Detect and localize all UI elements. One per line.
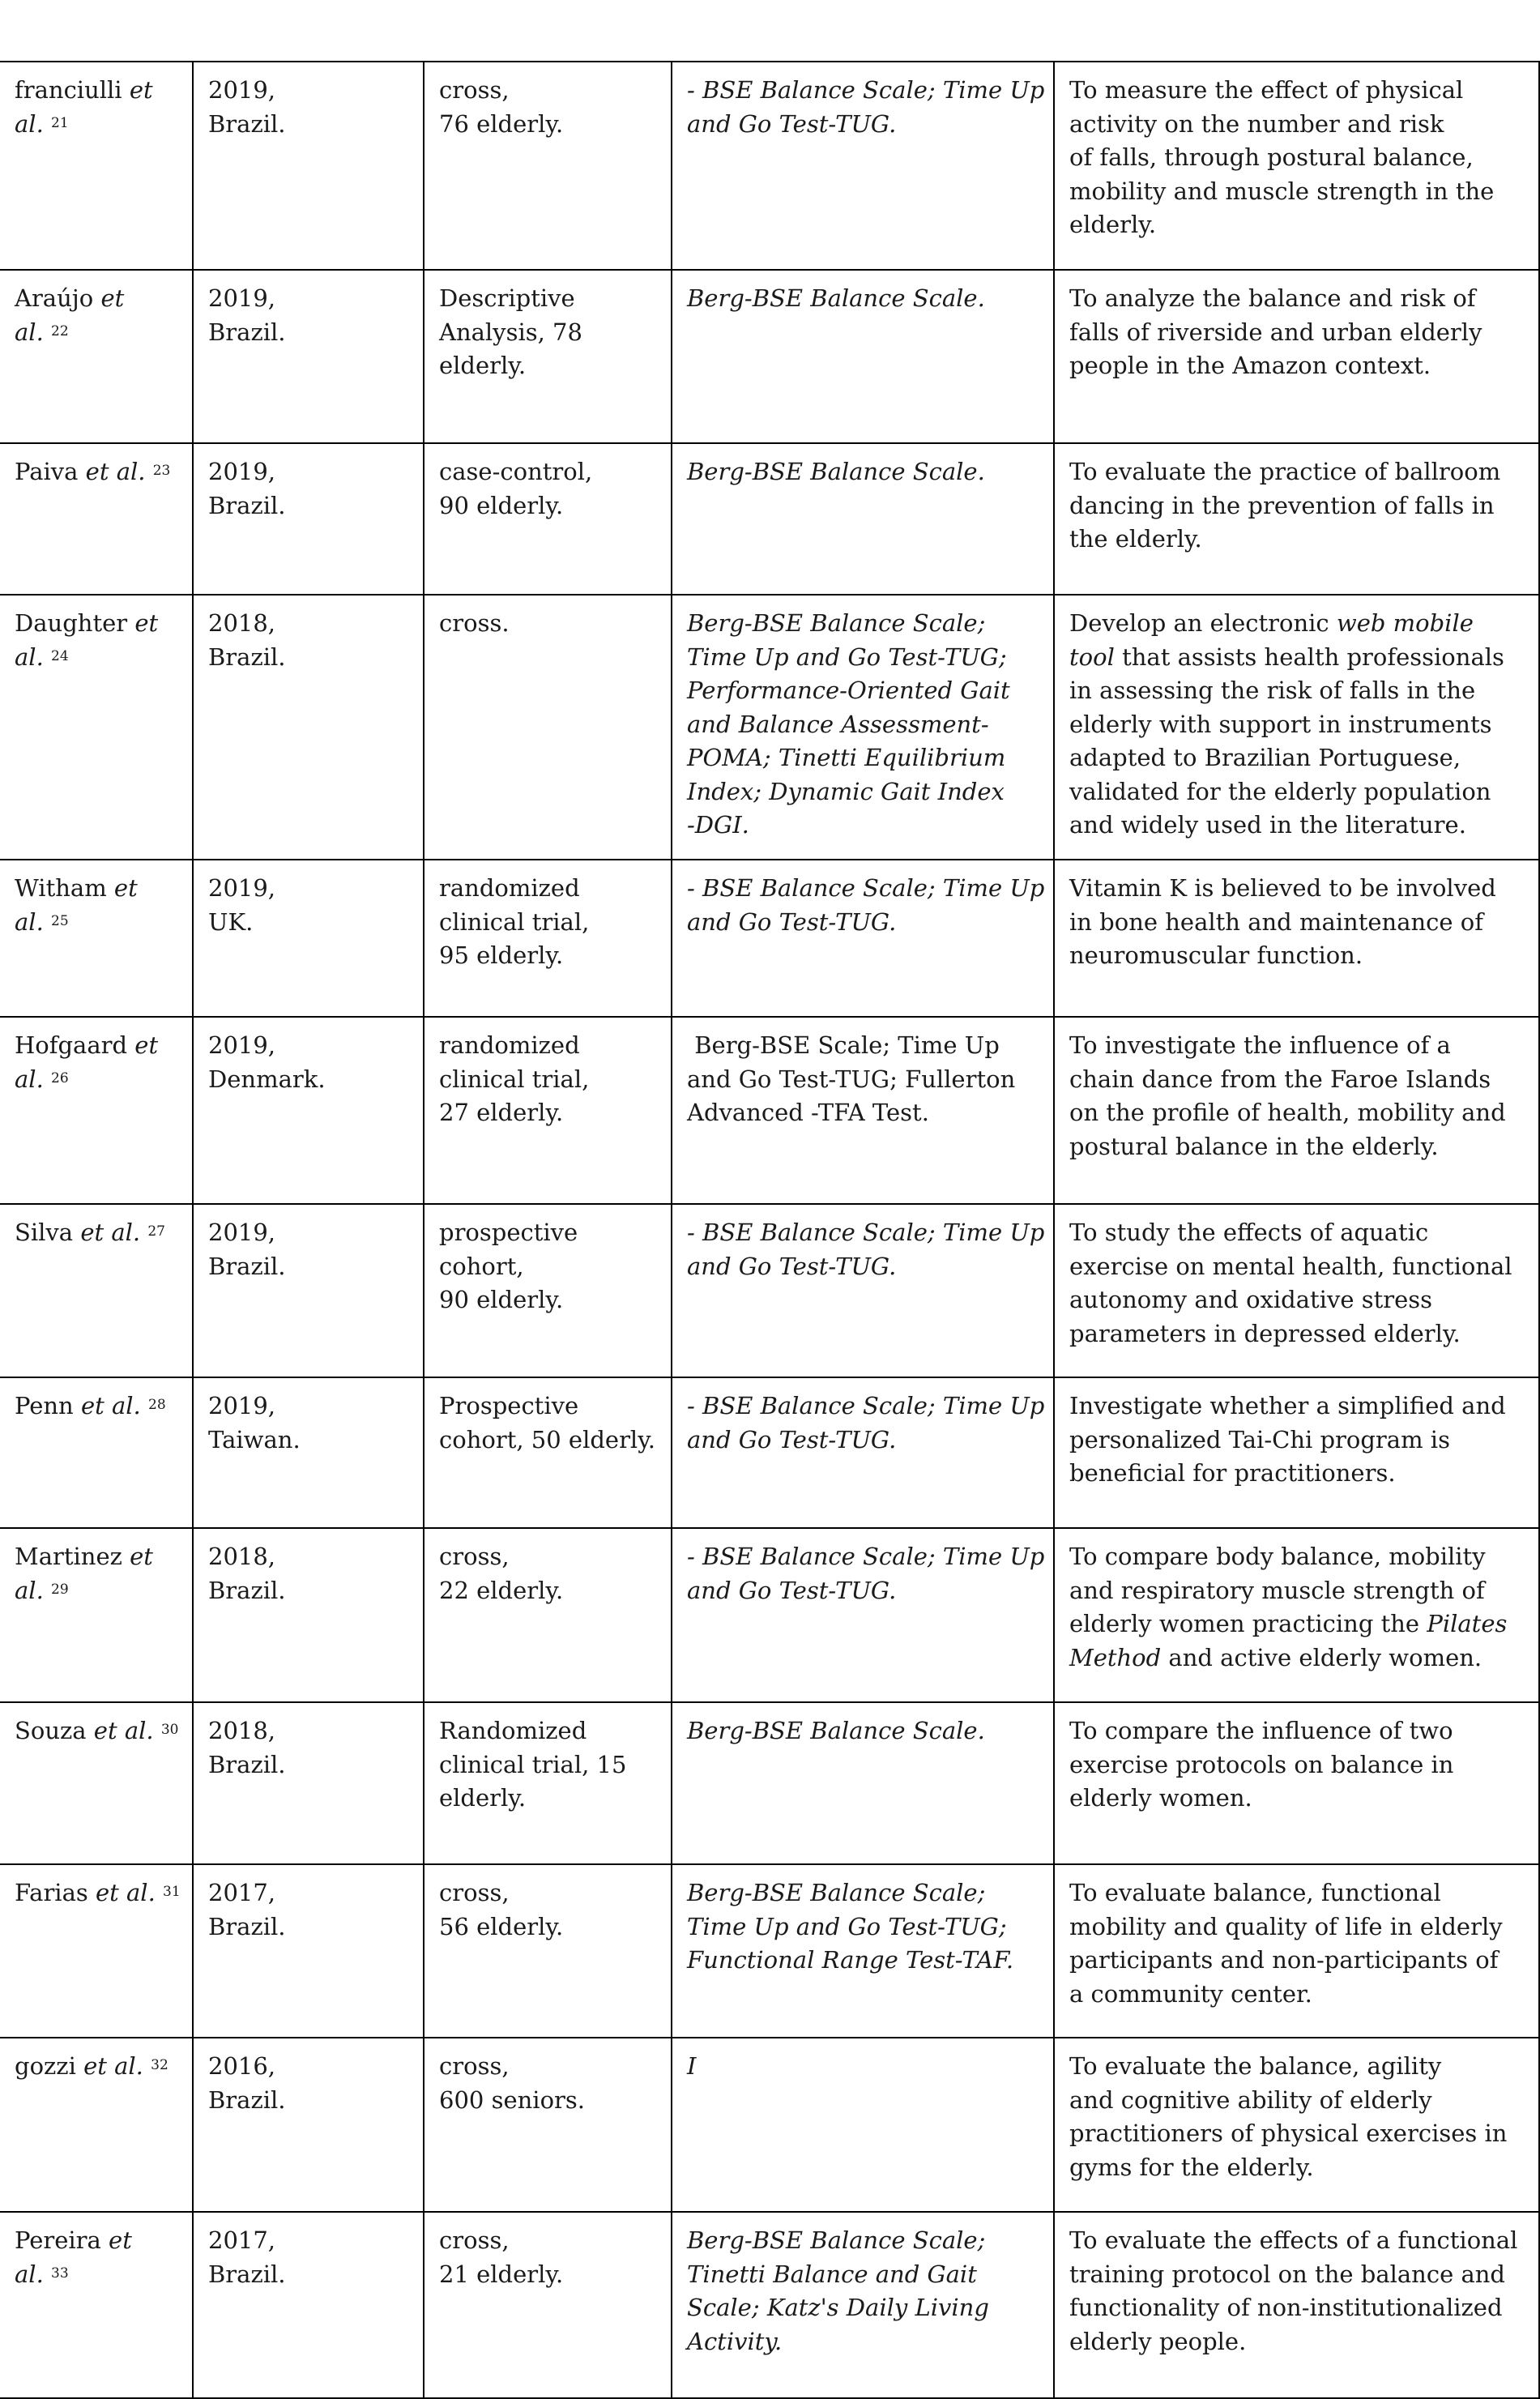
- author-cell: gozzi et al. $^{32}$: [0, 2038, 193, 2212]
- author-cell: Farias et al. $^{31}$: [0, 1864, 193, 2038]
- study-design-cell: cross, 600 seniors.: [424, 2038, 672, 2212]
- instruments-cell: Berg-BSE Balance Scale; Tinetti Balance and Gait Scale; Katz's Daily Living Activity.: [672, 2212, 1054, 2398]
- studies-table: [0, 61, 1540, 2399]
- study-design-cell: cross, 76 elderly.: [424, 62, 672, 270]
- objective-cell: To study the effects of aquatic exercise on mental health, functional autonomy and oxidative stress parameters in depressed elderly.: [1054, 1204, 1539, 1377]
- instruments-cell: - BSE Balance Scale; Time Up and Go Test-TUG.: [672, 1204, 1054, 1377]
- year-country-cell: 2016, Brazil.: [193, 2038, 424, 2212]
- author-cell: Souza et al. $^{30}$: [0, 1702, 193, 1864]
- instruments-cell: Berg-BSE Scale; Time Up and Go Test-TUG; Fullerton Advanced -TFA Test.: [672, 1017, 1054, 1204]
- author-cell: Martinez et al. $^{29}$: [0, 1528, 193, 1702]
- instruments-cell: - BSE Balance Scale; Time Up and Go Test-TUG.: [672, 860, 1054, 1017]
- study-design-cell: Randomized clinical trial, 15 elderly.: [424, 1702, 672, 1864]
- year-country-cell: 2017, Brazil.: [193, 2212, 424, 2398]
- year-country-cell: 2017, Brazil.: [193, 1864, 424, 2038]
- author-cell: Silva et al. $^{27}$: [0, 1204, 193, 1377]
- table-row: [0, 860, 1539, 1017]
- instruments-cell: - BSE Balance Scale; Time Up and Go Test-TUG.: [672, 62, 1054, 270]
- objective-cell: To evaluate balance, functional mobility and quality of life in elderly participants and non-participants of a community center.: [1054, 1864, 1539, 2038]
- table-row: [0, 1864, 1539, 2038]
- study-design-cell: prospective cohort, 90 elderly.: [424, 1204, 672, 1377]
- table-row: [0, 1377, 1539, 1528]
- table-row: [0, 2212, 1539, 2398]
- reference-number: 31: [163, 1884, 181, 1900]
- instruments-cell: - BSE Balance Scale; Time Up and Go Test-TUG.: [672, 1377, 1054, 1528]
- table-row: [0, 270, 1539, 443]
- author-cell: Daughter et al. $^{24}$: [0, 595, 193, 860]
- author-cell: Pereira et al. $^{33}$: [0, 2212, 193, 2398]
- objective-cell: To analyze the balance and risk of falls of riverside and urban elderly people in the Amazon context.: [1054, 270, 1539, 443]
- instruments-cell: Berg-BSE Balance Scale.: [672, 443, 1054, 595]
- table-row: [0, 62, 1539, 270]
- study-design-cell: Prospective cohort, 50 elderly.: [424, 1377, 672, 1528]
- table-row: [0, 1702, 1539, 1864]
- author-cell: Witham et al. $^{25}$: [0, 860, 193, 1017]
- author-cell: Paiva et al. $^{23}$: [0, 443, 193, 595]
- objective-cell: To evaluate the practice of ballroom dancing in the prevention of falls in the elderly.: [1054, 443, 1539, 595]
- reference-number: 21: [51, 114, 69, 131]
- reference-number: 27: [147, 1223, 165, 1240]
- reference-number: 32: [151, 2057, 169, 2073]
- study-design-cell: case-control, 90 elderly.: [424, 443, 672, 595]
- year-country-cell: 2019, UK.: [193, 860, 424, 1017]
- year-country-cell: 2019, Taiwan.: [193, 1377, 424, 1528]
- study-design-cell: randomized clinical trial, 27 elderly.: [424, 1017, 672, 1204]
- year-country-cell: 2019, Brazil.: [193, 270, 424, 443]
- objective-cell: To evaluate the effects of a functional training protocol on the balance and functionality of non-institutionalized elderly people.: [1054, 2212, 1539, 2398]
- table-row: [0, 595, 1539, 860]
- year-country-cell: 2019, Denmark.: [193, 1017, 424, 1204]
- objective-cell: To evaluate the balance, agility and cognitive ability of elderly practitioners of physical exercises in gyms for the elderly.: [1054, 2038, 1539, 2212]
- objective-cell: Develop an electronic web mobile tool that assists health professionals in assessing the risk of falls in the elderly with support in instruments adapted to Brazilian Portuguese, validated for the elderly population and widely used in the literature.: [1054, 595, 1539, 860]
- study-design-cell: cross, 21 elderly.: [424, 2212, 672, 2398]
- table-row: [0, 1528, 1539, 1702]
- reference-number: 28: [148, 1397, 166, 1413]
- objective-cell: Investigate whether a simplified and personalized Tai-Chi program is beneficial for practitioners.: [1054, 1377, 1539, 1528]
- study-design-cell: cross.: [424, 595, 672, 860]
- reference-number: 30: [160, 1722, 179, 1738]
- table-row: [0, 1017, 1539, 1204]
- objective-cell: To compare the influence of two exercise protocols on balance in elderly women.: [1054, 1702, 1539, 1864]
- studies-table-body: [0, 62, 1539, 2398]
- study-design-cell: randomized clinical trial, 95 elderly.: [424, 860, 672, 1017]
- year-country-cell: 2018, Brazil.: [193, 595, 424, 860]
- study-design-cell: cross, 56 elderly.: [424, 1864, 672, 2038]
- study-design-cell: cross, 22 elderly.: [424, 1528, 672, 1702]
- objective-cell: To measure the effect of physical activity on the number and risk of falls, through postural balance, mobility and muscle strength in the elderly.: [1054, 62, 1539, 270]
- reference-number: 29: [51, 1581, 69, 1598]
- instruments-cell: Berg-BSE Balance Scale.: [672, 1702, 1054, 1864]
- table-row: [0, 1204, 1539, 1377]
- instruments-cell: I: [672, 2038, 1054, 2212]
- objective-cell: Vitamin K is believed to be involved in bone health and maintenance of neuromuscular function.: [1054, 860, 1539, 1017]
- author-cell: Penn et al. $^{28}$: [0, 1377, 193, 1528]
- reference-number: 26: [51, 1069, 69, 1086]
- year-country-cell: 2019, Brazil.: [193, 62, 424, 270]
- reference-number: 22: [51, 322, 69, 339]
- table-row: [0, 2038, 1539, 2212]
- instruments-cell: - BSE Balance Scale; Time Up and Go Test-TUG.: [672, 1528, 1054, 1702]
- author-cell: franciulli et al. $^{21}$: [0, 62, 193, 270]
- year-country-cell: 2019, Brazil.: [193, 1204, 424, 1377]
- reference-number: 25: [51, 912, 69, 929]
- author-cell: Hofgaard et al. $^{26}$: [0, 1017, 193, 1204]
- study-design-cell: Descriptive Analysis, 78 elderly.: [424, 270, 672, 443]
- objective-cell: To compare body balance, mobility and respiratory muscle strength of elderly women practicing the Pilates Method and active elderly women.: [1054, 1528, 1539, 1702]
- instruments-cell: Berg-BSE Balance Scale.: [672, 270, 1054, 443]
- year-country-cell: 2018, Brazil.: [193, 1528, 424, 1702]
- reference-number: 24: [51, 647, 69, 664]
- reference-number: 23: [152, 463, 171, 479]
- year-country-cell: 2019, Brazil.: [193, 443, 424, 595]
- instruments-cell: Berg-BSE Balance Scale; Time Up and Go Test-TUG; Performance-Oriented Gait and Balance Assessment- POMA; Tinetti Equilibrium Index; Dynamic Gait Index -DGI.: [672, 595, 1054, 860]
- author-cell: Araújo et al. $^{22}$: [0, 270, 193, 443]
- table-row: [0, 443, 1539, 595]
- year-country-cell: 2018, Brazil.: [193, 1702, 424, 1864]
- instruments-cell: Berg-BSE Balance Scale; Time Up and Go Test-TUG; Functional Range Test-TAF.: [672, 1864, 1054, 2038]
- objective-cell: To investigate the influence of a chain dance from the Faroe Islands on the profile of health, mobility and postural balance in the elderly.: [1054, 1017, 1539, 1204]
- reference-number: 33: [51, 2265, 69, 2282]
